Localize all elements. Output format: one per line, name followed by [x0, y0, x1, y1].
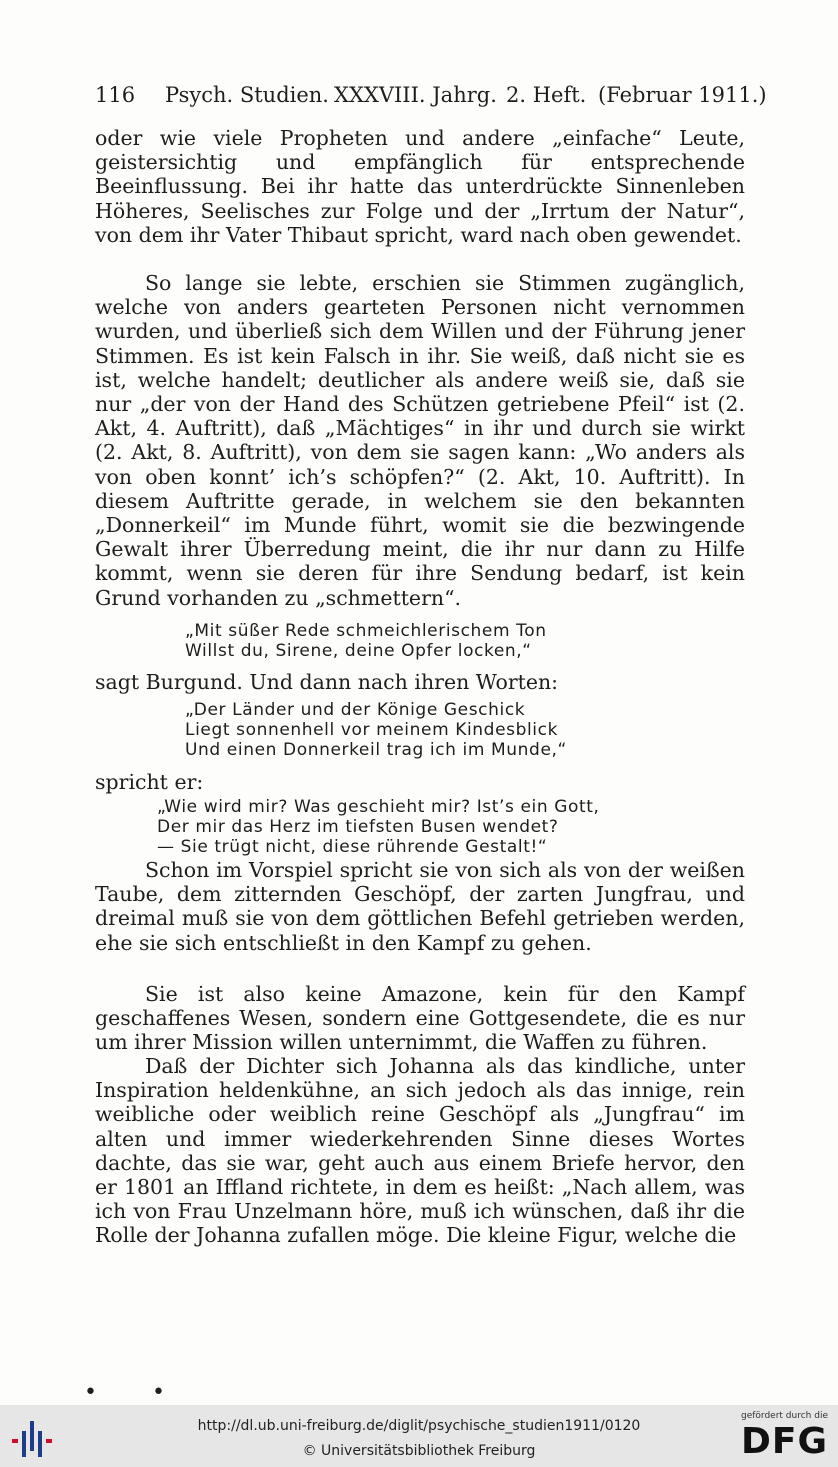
verse-line: Liegt sonnenhell vor meinem Kindesblick: [185, 720, 559, 741]
text-line: sagt Burgund. Und dann nach ihren Worten:: [95, 670, 559, 694]
paragraph-text: Schon im Vorspiel spricht sie von sich als von der weißen Taube, dem zitternden Geschöpf, der zarten Jungfrau, und dreimal muß sie von dem göttlichen Befehl getrieben werden, ehe sie sich entschließt in den Kampf zu gehen.: [95, 858, 745, 955]
journal-title: Psych. Studien.: [165, 83, 329, 107]
dfg-logo-icon: [738, 1411, 828, 1463]
running-header: [95, 80, 767, 110]
paragraph-text: Sie ist also keine Amazone, kein für den Kampf geschaffenes Wesen, sondern eine Gottgesendete, die es nur um ihrer Mission willen unternimmt, die Waffen zu führen.: [95, 982, 745, 1055]
verse-line: „Der Länder und der Könige Geschick: [185, 700, 526, 720]
paragraph-2: [95, 271, 745, 610]
permalink-url[interactable]: http://dl.ub.uni-freiburg.de/diglit/psychische_studien1911/0120: [197, 1418, 641, 1434]
verse-quote-3: [157, 797, 600, 858]
paragraph-1: [95, 126, 745, 247]
text-line: spricht er:: [95, 770, 204, 794]
paragraph-3: [95, 858, 745, 955]
verse-line: — Sie trügt nicht, diese rührende Gestalt!“: [157, 837, 548, 858]
verse-line: „Wie wird mir? Was geschieht mir? Ist’s ein Gott,: [157, 797, 600, 817]
copyright-line: © Universitätsbibliothek Freiburg: [302, 1443, 536, 1459]
volume: XXXVIII. Jahrg.: [334, 83, 497, 107]
paragraph-text: Daß der Dichter sich Johanna als das kindliche, unter Inspiration heldenkühne, an sich jedoch als das innige, rein weibliche oder weiblich reine Geschöpf als „Jungfrau“ im alten und immer wiederkehrenden Sinne dieses Wortes dachte, das sie war, geht auch aus einem Briefe hervor, den er 1801 an Iffland richtete, in dem es heißt: „Nach allem, was ich von Frau Unzelmann höre, muß ich wünschen, daß ihr die Rolle der Johanna zufallen möge. Die kleine Figur, welche die: [95, 1054, 745, 1248]
page-number: 116: [95, 83, 136, 107]
paragraph-5: [95, 1054, 745, 1248]
paragraph-text: So lange sie lebte, erschien sie Stimmen zugänglich, welche von anders gearteten Personen nicht vernommen wurden, und überließ sich dem Willen und der Führung jener Stimmen. Es ist kein Falsch in ihr. Sie weiß, daß nicht sie es ist, welche handelt; deutlicher als andere weiß sie, daß sie nur „der von der Hand des Schützen getriebene Pfeil“ ist (2. Akt, 4. Auftritt), daß „Mächtiges“ in ihr und durch sie wirkt (2. Akt, 8. Auftritt), von dem sie sagen kann: „Wo anders als von oben konnt’ ich’s schöpfen?“ (2. Akt, 10. Auftritt). In diesem Auftritte gerade, in welchem sie den bekannten „Donnerkeil“ im Munde führt, womit sie die bezwingende Gewalt ihrer Überredung meint, die ihr nur dann zu Hilfe kommt, wenn sie deren für ihre Sendung bedarf, ist kein Grund vorhanden zu „schmettern“.: [95, 271, 745, 610]
issue: 2. Heft.: [506, 83, 587, 107]
verse-line: Willst du, Sirene, deine Opfer locken,“: [185, 641, 532, 662]
footer-bar: [0, 1405, 838, 1467]
scan-marks: • •: [84, 1380, 189, 1405]
paragraph-4: [95, 982, 745, 1055]
verse-line: „Mit süßer Rede schmeichlerischem Ton: [185, 621, 547, 641]
verse-line: Und einen Donnerkeil trag ich im Munde,“: [185, 740, 567, 761]
paragraph-text: oder wie viele Propheten und andere „einfache“ Leute, geistersichtig und empfänglich für entsprechende Beeinflussung. Bei ihr hatte das unterdrückte Sinnenleben Höheres, Seelisches zur Folge und der „Irrtum der Natur“, von dem ihr Vater Thibaut spricht, ward nach oben gewendet.: [95, 126, 745, 247]
dfg-tagline: gefördert durch die: [741, 1411, 828, 1421]
verse-line: Der mir das Herz im tiefsten Busen wendet?: [157, 817, 559, 838]
verse-quote-1: [185, 621, 547, 661]
dfg-wordmark: DFG: [740, 1421, 828, 1462]
date: (Februar 1911.): [598, 83, 767, 107]
verse-quote-2: [185, 700, 567, 761]
